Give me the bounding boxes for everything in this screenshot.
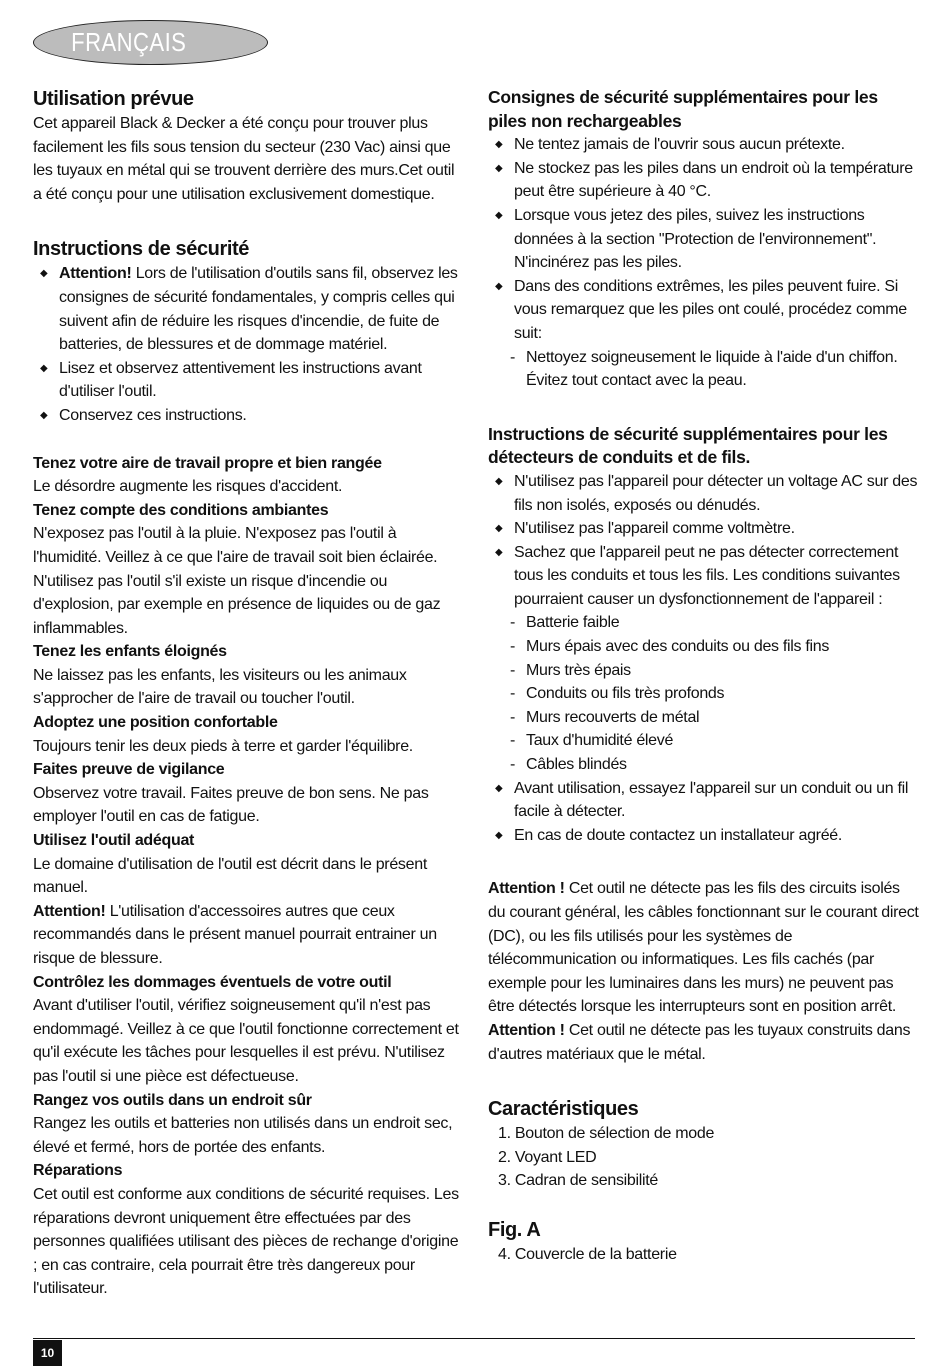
figure-heading: Fig. A <box>488 1218 541 1241</box>
section-title: Tenez compte des conditions ambiantes <box>33 501 329 519</box>
list-item <box>33 262 465 356</box>
intended-use-heading: Utilisation prévue <box>33 88 194 110</box>
language-label: FRANÇAIS <box>70 27 187 57</box>
list-item: ◆ N'utilisez pas l'appareil pour détecter un voltage AC sur des fils non isolés, exposés ou dénudés. <box>488 470 920 517</box>
list-item: 2. Voyant LED <box>498 1148 597 1166</box>
list-item: - Conduits ou fils très profonds <box>508 682 920 706</box>
left-column <box>33 86 465 1301</box>
section-text: Ne laissez pas les enfants, les visiteurs ou les animaux s'approcher de l'aire de travail ou toucher l'outil. <box>33 666 407 708</box>
right-column <box>488 86 920 1267</box>
list-item: ◆ En cas de doute contactez un installateur agréé. <box>488 824 920 848</box>
section-text: Observez votre travail. Faites preuve de bon sens. Ne pas employer l'outil en cas de fatigue. <box>33 784 429 826</box>
batteries-heading: Consignes de sécurité supplémentaires pour les piles non rechargeables <box>488 87 878 131</box>
language-tab <box>33 20 268 65</box>
list-item-text: Lors de l'utilisation d'outils sans fil, observez les consignes de sécurité fondamentales, y compris celles qui suivent afin de réduire les risques d'incendie, de fuite de batteries, de blessures et de dommage matériel. <box>59 265 458 354</box>
features-list <box>488 1122 920 1193</box>
list-item: - Batterie faible <box>508 611 920 635</box>
attention-label: Attention! <box>33 902 106 920</box>
attention-label: Attention ! <box>488 880 565 898</box>
list-item: - Murs recouverts de métal <box>508 706 920 730</box>
list-item: 3. Cadran de sensibilité <box>498 1172 659 1190</box>
list-item: ◆ Sachez que l'appareil peut ne pas détecter correctement tous les conduits et tous les fils. Les conditions suivantes pourraient causer un dysfonctionnement de l'appareil : <box>488 541 920 612</box>
safety-heading: Instructions de sécurité <box>33 238 250 261</box>
list-item: 1. Bouton de sélection de mode <box>498 1125 715 1143</box>
list-item: - Taux d'humidité élevé <box>508 729 920 753</box>
section-text: Le domaine d'utilisation de l'outil est décrit dans le présent manuel. <box>33 855 427 897</box>
section-title: Tenez votre aire de travail propre et bien rangée <box>33 454 382 472</box>
warning-paragraph <box>488 1019 920 1066</box>
attention-label: Attention! <box>59 265 132 283</box>
section-text: Avant d'utiliser l'outil, vérifiez soigneusement qu'il n'est pas endommagé. Veillez à ce que l'outil fonctionne correctement et qu'il exécute les tâches pour lesquelles il est prévu. N'utilisez pas l'outil si une pièce est défectueuse. <box>33 997 459 1085</box>
batteries-list <box>488 133 920 345</box>
warning-body: Cet outil ne détecte pas les fils des circuits isolés du courant général, les câbles fonctionnant sur le courant direct (DC), ou les fils utilisés pour les systèmes de télécommunication ou informatiques. Les fils cachés (par exemple pour les luminaires dans les murs) ne peuvent pas être détectés lorsque les interrupteurs sont en position arrêt. <box>488 880 919 1016</box>
section-title: Réparations <box>33 1162 123 1180</box>
section-text: N'exposez pas l'outil à la pluie. N'exposez pas l'outil à l'humidité. Veillez à ce que l'aire de travail soit bien éclairée. N'utilisez pas l'outil s'il existe un risque d'incendie ou d'explosion, par exemple en présence de liquides ou de gaz inflammables. <box>33 525 441 637</box>
footer-rule <box>33 1338 915 1339</box>
list-item: - Murs très épais <box>508 659 920 683</box>
list-item: ◆ Lisez et observez attentivement les instructions avant d'utiliser l'outil. <box>33 357 465 404</box>
list-item: - Nettoyez soigneusement le liquide à l'aide d'un chiffon. Évitez tout contact avec la peau. <box>508 346 920 393</box>
list-item: ◆ Lorsque vous jetez des piles, suivez les instructions données à la section "Protection de l'environnement". N'incinérez pas les piles. <box>488 204 920 275</box>
warning-body: L'utilisation d'accessoires autres que ceux recommandés dans le présent manuel pourrait entrainer un risque de blessure. <box>33 902 437 967</box>
list-item: ◆ Dans des conditions extrêmes, les piles peuvent fuire. Si vous remarquez que les piles ont coulé, procédez comme suit: <box>488 275 920 346</box>
section-title: Contrôlez les dommages éventuels de votre outil <box>33 973 392 991</box>
list-item: ◆ N'utilisez pas l'appareil comme voltmètre. <box>488 517 920 541</box>
list-item: - Câbles blindés <box>508 753 920 777</box>
list-item: 4. Couvercle de la batterie <box>498 1245 677 1263</box>
attention-label: Attention ! <box>488 1021 565 1039</box>
section-text: Rangez les outils et batteries non utilisés dans un endroit sec, élevé et fermé, hors de portée des enfants. <box>33 1115 453 1156</box>
detectors-heading: Instructions de sécurité supplémentaires pour les détecteurs de conduits et de fils. <box>488 423 888 468</box>
batteries-sublist <box>488 346 920 393</box>
section-text: Le désordre augmente les risques d'accident. <box>33 478 343 496</box>
list-item: ◆ Conservez ces instructions. <box>33 404 465 428</box>
detectors-list <box>488 470 920 612</box>
section-title: Utilisez l'outil adéquat <box>33 832 195 850</box>
list-item: - Murs épais avec des conduits ou des fils fins <box>508 635 920 659</box>
conditions-list <box>488 611 920 776</box>
figure-list <box>488 1243 920 1267</box>
section-title: Tenez les enfants éloignés <box>33 643 227 661</box>
section-text: Toujours tenir les deux pieds à terre et garder l'équilibre. <box>33 737 413 755</box>
section-title: Rangez vos outils dans un endroit sûr <box>33 1091 312 1109</box>
list-item: ◆ Ne stockez pas les piles dans un endroit où la température peut être supérieure à 40 °C. <box>488 157 920 204</box>
warning-body: Cet outil ne détecte pas les tuyaux construits dans d'autres matériaux que le métal. <box>488 1021 911 1063</box>
features-heading: Caractéristiques <box>488 1098 639 1121</box>
warning-text <box>33 900 465 971</box>
list-item: ◆ Avant utilisation, essayez l'appareil sur un conduit ou un fil facile à détecter. <box>488 777 920 824</box>
detectors-list-after <box>488 777 920 848</box>
page-number: 10 <box>33 1340 62 1366</box>
warning-paragraph <box>488 877 920 1019</box>
list-item: ◆ Ne tentez jamais de l'ouvrir sous aucun prétexte. <box>488 133 920 157</box>
safety-list <box>33 262 465 427</box>
section-text: Cet outil est conforme aux conditions de sécurité requises. Les réparations devront uniquement être effectuées par des personnes qualifiées utilisant des pièces de rechange d'origine ; en cas contraire, cela pourrait être très dangereux pour l'utilisateur. <box>33 1185 459 1298</box>
intended-use-text: Cet appareil Black & Decker a été conçu pour trouver plus facilement les fils sous tension du secteur (230 Vac) ainsi que les tuyaux en métal qui se trouvent derrière des murs.Cet outil a été conçu pour une utilisation exclusivement domestique. <box>33 115 455 203</box>
section-title: Adoptez une position confortable <box>33 714 278 732</box>
section-title: Faites preuve de vigilance <box>33 761 225 779</box>
